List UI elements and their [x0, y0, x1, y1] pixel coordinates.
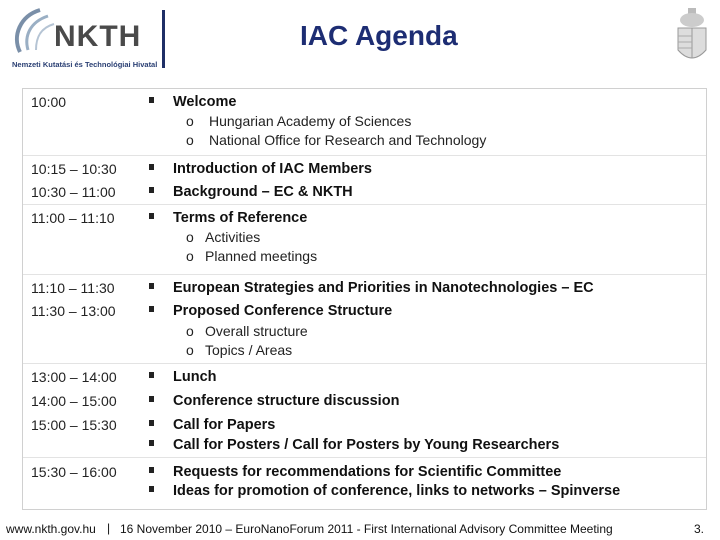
agenda-subitem: Overall structure: [205, 323, 308, 339]
agenda-item: Call for Papers: [173, 417, 276, 433]
agenda-item: European Strategies and Priorities in Nanotechnologies – EC: [173, 280, 594, 296]
agenda-subitem: Planned meetings: [205, 248, 318, 264]
footer-url[interactable]: www.nkth.gov.hu: [6, 522, 96, 536]
bullet-icon: [149, 213, 154, 219]
agenda-time: 15:00 – 15:30: [31, 417, 117, 433]
sub-bullet-icon: o: [186, 229, 194, 245]
agenda-item: Terms of Reference: [173, 210, 308, 226]
agenda-item: Call for Posters / Call for Posters by Young Researchers: [173, 437, 560, 453]
logo-wordmark: NKTH: [54, 20, 142, 53]
agenda-row: [23, 94, 706, 154]
agenda-item: Lunch: [173, 369, 217, 385]
bullet-icon: [149, 440, 154, 446]
sub-bullet-icon: o: [186, 113, 194, 129]
sub-bullet-icon: o: [186, 132, 194, 148]
bullet-icon: [149, 372, 154, 378]
slide-footer: [0, 518, 720, 540]
agenda-row: [23, 274, 706, 299]
agenda-time: 10:30 – 11:00: [31, 184, 116, 200]
agenda-time: 11:30 – 13:00: [31, 303, 116, 319]
agenda-item: Introduction of IAC Members: [173, 161, 372, 177]
agenda-subitem: Topics / Areas: [205, 342, 293, 358]
agenda-row: [23, 388, 706, 412]
header-divider: [162, 10, 165, 68]
bullet-icon: [149, 187, 154, 193]
bullet-icon: [149, 97, 154, 103]
footer-event-text: 16 November 2010 – EuroNanoForum 2011 - First International Advisory Committee Meeting: [120, 522, 613, 536]
logo-subtitle: Nemzeti Kutatási és Technológiai Hivatal: [12, 60, 158, 69]
slide-header: [0, 0, 720, 85]
agenda-item: Requests for recommendations for Scientific Committee: [173, 464, 562, 480]
agenda-row: [23, 204, 706, 275]
agenda-time: 11:10 – 11:30: [31, 280, 115, 296]
sub-bullet-icon: o: [186, 248, 194, 264]
agenda-time: 11:00 – 11:10: [31, 210, 115, 226]
agenda-subitem: Activities: [205, 229, 261, 245]
sub-bullet-icon: o: [186, 342, 194, 358]
bullet-icon: [149, 164, 154, 170]
agenda-item: Background – EC & NKTH: [173, 184, 353, 200]
agenda-item: Ideas for promotion of conference, links to networks – Spinverse: [173, 483, 621, 499]
page-number: 3.: [694, 522, 705, 536]
sub-bullet-icon: o: [186, 323, 194, 339]
bullet-icon: [149, 420, 154, 426]
agenda-row: [23, 412, 706, 454]
footer-separator: |: [107, 521, 111, 535]
agenda-time: 14:00 – 15:00: [31, 393, 117, 409]
agenda-row: [23, 298, 706, 364]
coat-of-arms-icon: [674, 6, 710, 70]
agenda-row: [23, 457, 706, 508]
agenda-item: Conference structure discussion: [173, 393, 400, 409]
nkth-swirl-icon: [10, 6, 58, 58]
bullet-icon: [149, 486, 154, 492]
bullet-icon: [149, 396, 154, 402]
agenda-time: 10:15 – 10:30: [31, 161, 117, 177]
agenda-time: 15:30 – 16:00: [31, 464, 117, 480]
agenda-row: [23, 363, 706, 388]
bullet-icon: [149, 467, 154, 473]
agenda-item: Welcome: [173, 94, 237, 110]
agenda-time: 10:00: [31, 94, 67, 110]
agenda-item: Proposed Conference Structure: [173, 303, 393, 319]
agenda-row: [23, 179, 706, 203]
agenda-row: [23, 155, 706, 180]
bullet-icon: [149, 283, 154, 289]
agenda-subitem: National Office for Research and Technology: [209, 132, 487, 148]
agenda-table: [22, 88, 707, 510]
agenda-subitem: Hungarian Academy of Sciences: [209, 113, 412, 129]
agenda-time: 13:00 – 14:00: [31, 369, 117, 385]
page-title: IAC Agenda: [300, 20, 458, 51]
bullet-icon: [149, 306, 154, 312]
nkth-logo: [6, 6, 164, 70]
